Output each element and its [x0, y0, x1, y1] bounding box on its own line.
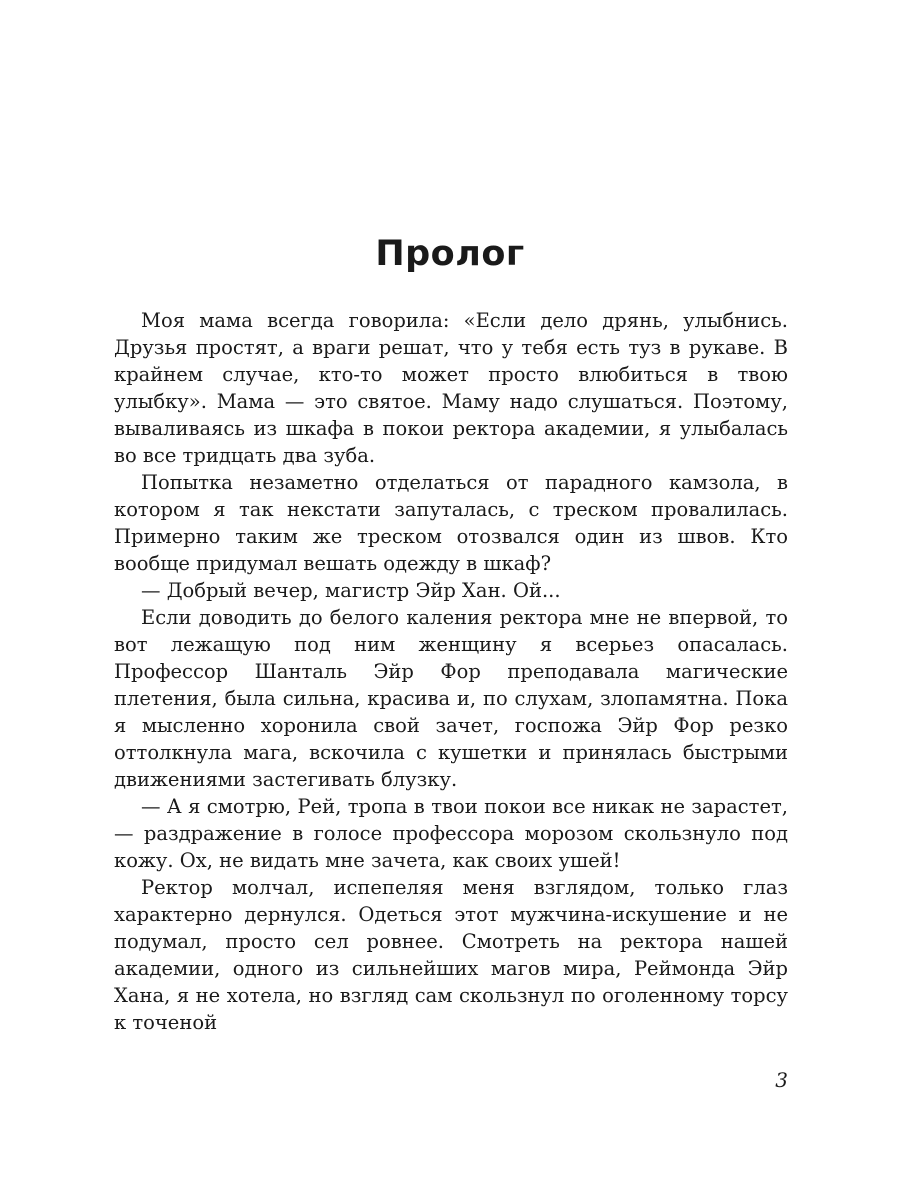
- paragraph: — А я смотрю, Рей, тропа в твои покои все никак не зарастет, — раздражение в голосе профессора морозом скользнуло под кожу. Ох, не видать мне зачета, как своих ушей!: [114, 795, 788, 872]
- paragraph: — Добрый вечер, магистр Эйр Хан. Ой...: [141, 579, 561, 602]
- paragraph: Если доводить до белого каления ректора мне не впервой, то вот лежащую под ним женщину я всерьез опасалась. Профессор Шанталь Эйр Фор преподавала магические плетения, была сильна, красива и, по слухам, злопамятна. Пока я мысленно хоронила свой зачет, госпожа Эйр Фор резко оттолкнула мага, вскочила с кушетки и принялась быстрыми движениями застегивать блузку.: [114, 606, 788, 791]
- chapter-body: [114, 307, 788, 1036]
- paragraph: Моя мама всегда говорила: «Если дело дрянь, улыбнись. Друзья простят, а враги решат, что у тебя есть туз в рукаве. В крайнем случае, кто-то может просто влюбиться в твою улыбку». Мама — это святое. Маму надо слушаться. Поэтому, вываливаясь из шкафа в покои ректора академии, я улыбалась во все тридцать два зуба.: [114, 309, 788, 467]
- paragraph: Ректор молчал, испепеляя меня взглядом, только глаз характерно дернулся. Одеться этот мужчина-искушение и не подумал, просто сел ровнее. Смотреть на ректора нашей академии, одного из сильнейших магов мира, Реймонда Эйр Хана, я не хотела, но взгляд сам скользнул по оголенному торсу к точеной: [114, 876, 788, 1034]
- chapter-title: Пролог: [375, 234, 525, 274]
- page-number: 3: [775, 1068, 788, 1092]
- paragraph: Попытка незаметно отделаться от парадного камзола, в котором я так некстати запуталась, с треском провалилась. Примерно таким же треском отозвался один из швов. Кто вообще придумал вешать одежду в шкаф?: [114, 471, 788, 575]
